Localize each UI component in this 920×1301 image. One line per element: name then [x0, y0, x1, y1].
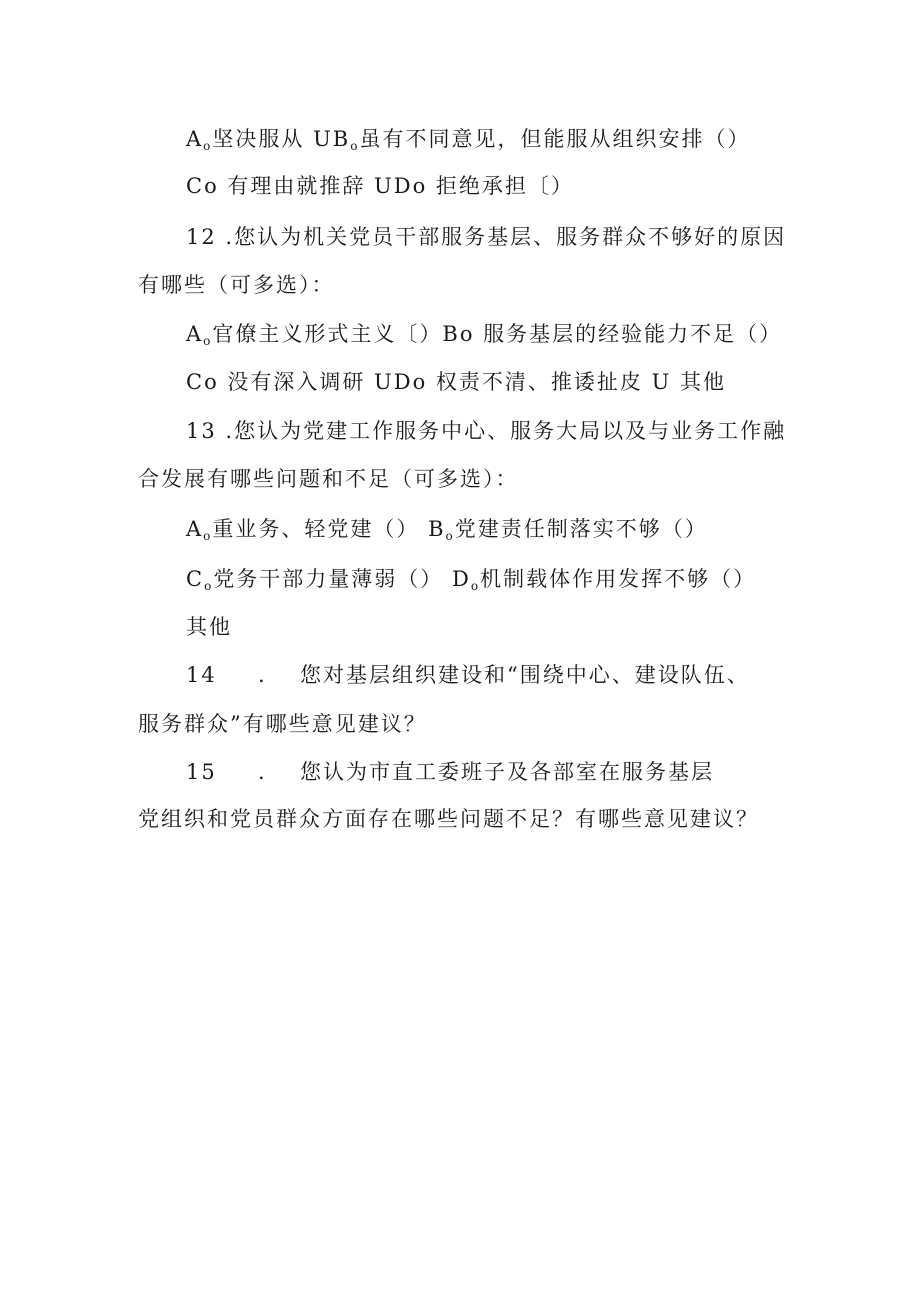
q11-option-b-sub: o: [350, 139, 358, 153]
q13-option-c-text: 党务干部力量薄弱（）: [213, 567, 444, 591]
q11-options-ab: [186, 126, 750, 159]
q13-option-d-letter: D: [452, 567, 471, 591]
q13-option-a-sub: o: [203, 529, 211, 543]
q12-options-cd: Co 没有深入调研 UDo 权责不清、推诿扯皮 U 其他: [186, 370, 726, 394]
q13-option-c-sub: o: [204, 579, 212, 593]
q15-number: 15: [186, 760, 217, 784]
q13-option-a-letter: A: [186, 517, 204, 541]
q14-text-line1: 您对基层组织建设和“围绕中心、建设队伍、: [300, 663, 750, 687]
q13-option-c-letter: C: [186, 567, 205, 591]
q11-option-a-letter: A: [186, 127, 204, 151]
q12-question-line1: 12 .您认为机关党员干部服务基层、服务群众不够好的原因: [186, 225, 787, 249]
q14-question-line2: 服务群众”有哪些意见建议？: [138, 712, 427, 736]
q11-option-b-prefix: UB: [313, 127, 351, 151]
q13-option-b-sub: o: [445, 529, 453, 543]
q14-question-line1: [186, 662, 786, 688]
q13-option-other: 其他: [186, 615, 232, 639]
q11-option-a-text: 坚决服从: [212, 127, 305, 151]
q15-text-line1: 您认为市直工委班子及各部室在服务基层: [300, 760, 714, 784]
q14-dot: .: [258, 663, 267, 687]
q13-option-d-text: 机制载体作用发挥不够（）: [480, 567, 757, 591]
q12-question-line2: 有哪些（可多选）：: [138, 273, 335, 297]
q13-option-d-sub: o: [470, 579, 479, 593]
q13-option-b-text: 党建责任制落实不够（）: [454, 517, 708, 541]
q13-options-ab: [186, 516, 708, 549]
q11-option-b-text: 虽有不同意见，但能服从组织安排（）: [359, 127, 751, 151]
q15-question-line2: 党组织和党员群众方面存在哪些问题不足？有哪些意见建议？: [138, 807, 759, 831]
q12-option-ab-text: 官僚主义形式主义〔）Bo 服务基层的经验能力不足（）: [212, 322, 783, 346]
q13-question-line2: 合发展有哪些问题和不足（可多选）：: [138, 467, 519, 491]
q13-options-cd: [186, 566, 756, 599]
q14-number: 14: [186, 663, 217, 687]
q11-options-cd: Co 有理由就推辞 UDo 拒绝承担〔）: [186, 174, 574, 198]
q15-dot: .: [258, 760, 267, 784]
q15-question-line1: [186, 759, 786, 785]
q11-option-a-sub: o: [203, 139, 211, 153]
q13-question-line1: 13 .您认为党建工作服务中心、服务大局以及与业务工作融: [186, 419, 787, 443]
q12-option-a-letter: A: [186, 322, 204, 346]
q12-options-ab: [186, 321, 782, 354]
q13-option-a-text: 重业务、轻党建（）: [212, 517, 420, 541]
q12-option-a-sub: o: [203, 334, 211, 348]
q13-option-b-letter: B: [428, 517, 446, 541]
